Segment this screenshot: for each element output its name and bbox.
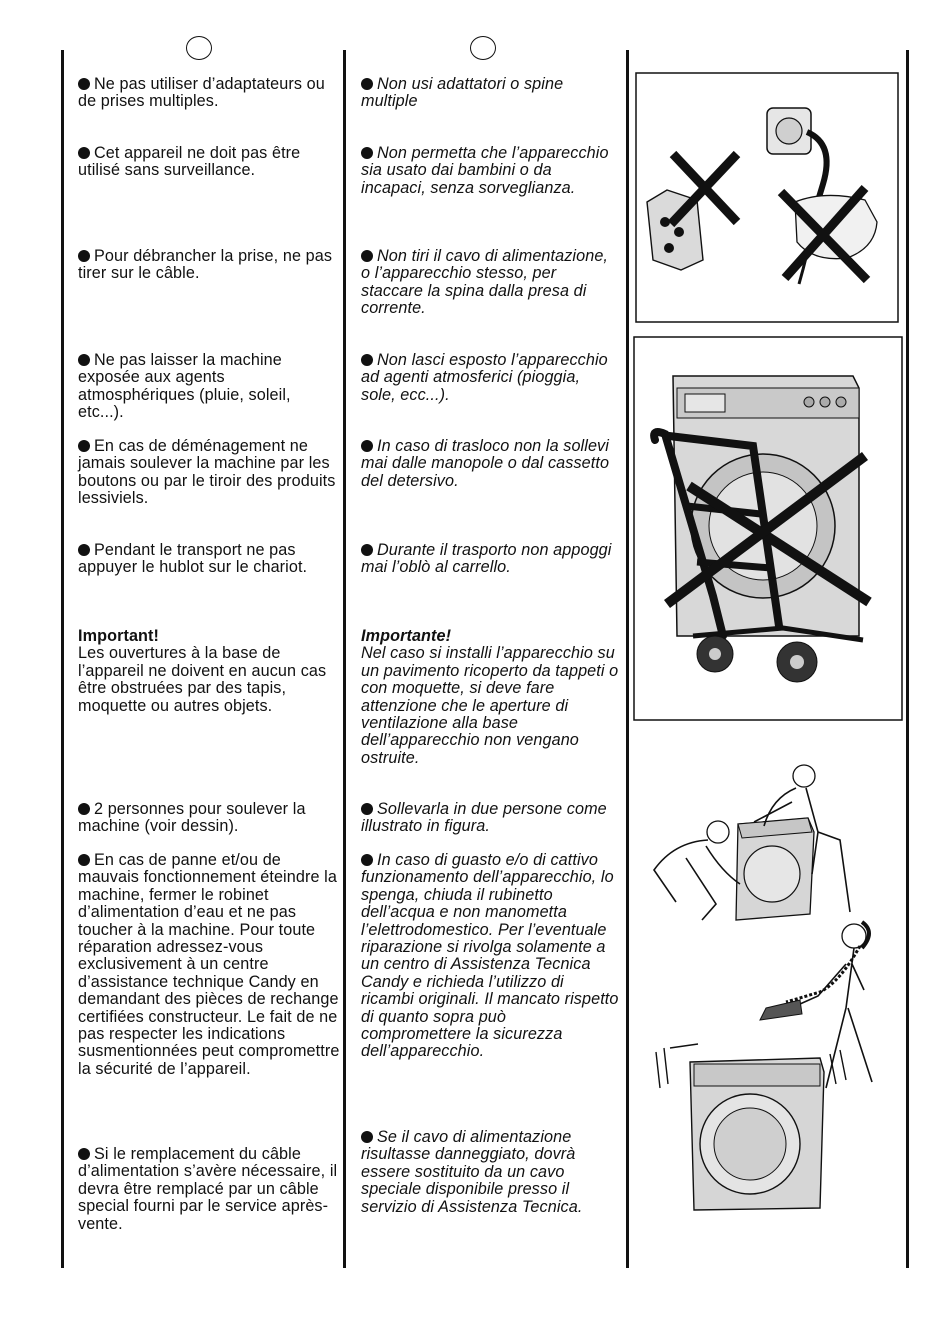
bullet-icon [78, 354, 90, 366]
it-paragraph-2: Non permetta che l’apparecchio sia usato dai bambini o da incapaci, senza sorveglianza. [361, 144, 609, 197]
french-language-circle-icon [186, 36, 212, 60]
it-paragraph-3: Non tiri il cavo di alimentazione, o l’apparecchio stesso, per staccare la spina dalla presa di corrente. [361, 247, 609, 318]
it-paragraph-8: Sollevarla in due persone come illustrato in figura. [361, 800, 607, 836]
fr-paragraph-3: Pour débrancher la prise, ne pas tirer sur le câble. [78, 247, 333, 283]
right-column-rule [626, 50, 629, 1268]
bullet-icon [361, 250, 373, 262]
bullet-icon [361, 854, 373, 866]
bullet-icon [78, 1148, 90, 1160]
middle-column-rule [343, 50, 346, 1268]
plug-adapter-prohibited-illustration [635, 72, 899, 323]
plug-adapter-svg [635, 72, 899, 323]
fr-important-heading: Important! [78, 627, 160, 645]
far-right-rule [906, 50, 909, 1268]
it-paragraph-9: In caso di guasto e/o di cattivo funzionamento dell’apparecchio, lo spenga, chiuda il rubinetto dell’acqua e non manometta l’elettrodomestico. Per l’eventuale riparazione si rivolga solamente a un centro di Assistenza Tecnica Candy e richieda l’utilizzo di ricambi originali. Il mancato rispetto di quanto sopra può compromettere la sicurezza dell’apparecchio. [361, 851, 619, 1061]
it-important-heading: Importante! [361, 627, 452, 645]
it-paragraph-6: Durante il trasporto non appoggi mai l’oblò al carrello. [361, 541, 612, 577]
bullet-icon [361, 544, 373, 556]
bullet-icon [361, 147, 373, 159]
bullet-icon [78, 803, 90, 815]
bullet-icon [361, 803, 373, 815]
two-persons-lifting-illustration [646, 762, 884, 930]
italian-language-circle-icon [470, 36, 496, 60]
fr-paragraph-4: Ne pas laisser la machine exposée aux agents atmosphériques (pluie, soleil, etc...). [78, 351, 291, 422]
fr-paragraph-5: En cas de déménagement ne jamais soulever la machine par les boutons ou par le tiroir des produits lessiviels. [78, 437, 336, 508]
technician-service-call-illustration [650, 912, 890, 1212]
it-paragraph-10: Se il cavo di alimentazione risultasse danneggiato, dovrà essere sostituito da un cavo speciale disponibile presso il servizio di Assistenza Tecnica. [361, 1128, 583, 1216]
bullet-icon [361, 1131, 373, 1143]
fr-paragraph-9: En cas de panne et/ou de mauvais fonctionnement éteindre la machine, fermer le robinet d’alimentation d’eau et ne pas toucher à la machine. Pour toute réparation adressez-vous exclusivement à un centre d’assistance technique Candy en demandant des pièces de rechange certifiées constructeur. Le fait de ne pas respecter les indications susmentionnées peut compromettre la sécurité de l’appareil. [78, 851, 340, 1078]
fr-paragraph-2: Cet appareil ne doit pas être utilisé sans surveillance. [78, 144, 301, 180]
it-paragraph-4: Non lasci esposto l’apparecchio ad agenti atmosferici (pioggia, sole, ecc...). [361, 351, 608, 404]
bullet-icon [78, 78, 90, 90]
fr-paragraph-10: Si le remplacement du câble d’alimentation s’avère nécessaire, il devra être remplacé par un câble special fourni par le service après-vente. [78, 1145, 338, 1233]
bullet-icon [361, 354, 373, 366]
bullet-icon [78, 147, 90, 159]
bullet-icon [78, 250, 90, 262]
two-persons-svg [646, 762, 884, 930]
technician-svg [650, 912, 890, 1212]
fr-paragraph-6: Pendant le transport ne pas appuyer le hublot sur le chariot. [78, 541, 308, 577]
left-column-rule [61, 50, 64, 1268]
fr-paragraph-1: Ne pas utiliser d’adaptateurs ou de prises multiples. [78, 75, 325, 111]
it-important-block: Importante! Nel caso si installi l’apparecchio su un pavimento ricoperto da tappeti o con moquette, si deve fare attenzione che le aperture di ventilazione alla base dell’apparecchio non vengano ostruite. [361, 627, 619, 767]
bullet-icon [78, 544, 90, 556]
bullet-icon [78, 854, 90, 866]
bullet-icon [361, 440, 373, 452]
fr-paragraph-8: 2 personnes pour soulever la machine (voir dessin). [78, 800, 306, 836]
it-paragraph-1: Non usi adattatori o spine multiple [361, 75, 564, 111]
bullet-icon [78, 440, 90, 452]
washer-trolley-svg [633, 336, 903, 722]
fr-important-block: Important! Les ouvertures à la base de l’appareil ne doivent en aucun cas être obstruées par des tapis, moquette ou autres objets. [78, 628, 340, 715]
it-paragraph-5: In caso di trasloco non la sollevi mai dalle manopole o dal cassetto del detersivo. [361, 437, 610, 490]
bullet-icon [361, 78, 373, 90]
washer-on-trolley-prohibited-illustration [633, 336, 903, 722]
